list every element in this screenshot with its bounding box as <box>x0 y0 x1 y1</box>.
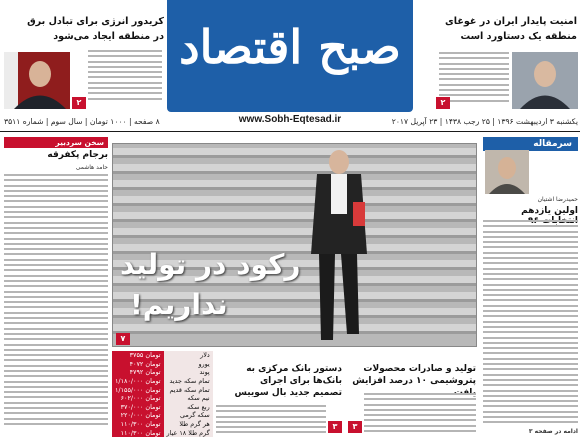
column-text-lines <box>4 174 108 428</box>
person-photo <box>485 150 529 194</box>
main-story-page-tag: ۷ <box>116 333 130 345</box>
newspaper-logo: صبح اقتصاد <box>179 20 401 74</box>
price-label: یورو <box>164 360 213 369</box>
price-value: ۲۲۰/۰۰۰ تومان <box>112 411 164 420</box>
columnist-byline: حمیدرضا اشتیان <box>537 196 578 203</box>
minister-figure <box>303 144 375 347</box>
price-row <box>112 385 213 394</box>
story-center-text-lines <box>216 405 326 437</box>
story-right-title-2: پتروشیمی ۱۰ درصد افزایش <box>352 376 476 386</box>
main-headline-line-1[interactable]: رکود در تولید <box>120 248 301 281</box>
columnist-photo <box>485 150 529 194</box>
story-right-text-lines <box>364 393 476 435</box>
price-value: ۱۱۰/۳۰۰ تومان <box>112 420 164 429</box>
site-url[interactable]: www.Sobh-Eqtesad.ir <box>238 114 342 125</box>
price-label: دلار <box>164 351 213 360</box>
price-row <box>112 428 213 437</box>
price-label: سکه گرمی <box>164 411 213 420</box>
story-center-title-1: دستور بانک مرکزی به <box>246 364 342 374</box>
price-label: هر گرم طلا <box>164 420 213 429</box>
masthead <box>167 0 413 112</box>
price-row <box>112 351 213 360</box>
price-value: ۱/۱۸۰/۰۰۰ تومان <box>112 377 164 386</box>
story-center-title-2: بانک‌ها برای اجرای <box>259 376 342 386</box>
teaser-right-title-1: امنیت پایدار ایران در غوغای <box>444 16 577 27</box>
price-label: پوند <box>164 368 213 377</box>
page-tag: ۳ <box>328 421 342 433</box>
column-text-lines <box>483 220 578 427</box>
story-right-title-1: تولید و صادرات محصولات <box>363 364 476 374</box>
price-row <box>112 403 213 412</box>
teaser-left-photo <box>4 52 70 109</box>
right-column[interactable] <box>480 134 580 439</box>
price-value: ۴۰۷۲ تومان <box>112 360 164 369</box>
price-label: گرم طلا ۱۸ عیار <box>164 428 213 437</box>
story-center[interactable] <box>214 351 344 439</box>
continued-on-page[interactable]: ادامه در صفحه ۳ <box>528 428 578 435</box>
page-tag: ۲ <box>436 97 450 109</box>
price-box <box>112 351 212 437</box>
price-table <box>112 351 213 437</box>
column-byline: حامد هاشمی <box>75 164 108 171</box>
price-value: ۴۷۹۲ تومان <box>112 368 164 377</box>
story-right[interactable] <box>346 351 478 439</box>
price-row <box>112 377 213 386</box>
price-label: نیم سکه <box>164 394 213 403</box>
teaser-right-photo <box>512 52 578 109</box>
price-value: ۶۰۲/۰۰۰ تومان <box>112 394 164 403</box>
column-header: سخن سردبیر <box>4 137 108 148</box>
price-label: تمام سکه قدیم <box>164 385 213 394</box>
price-row <box>112 420 213 429</box>
teaser-left[interactable] <box>0 0 167 112</box>
issue-info: ۸ صفحه | ۱۰۰۰ تومان | سال سوم | شماره ۳۵۱۱ <box>4 117 160 126</box>
main-headline-line-2[interactable]: نداریم! <box>130 288 228 321</box>
page-tag: ۲ <box>72 97 86 109</box>
column-header: سرمقاله <box>483 137 578 151</box>
price-row <box>112 368 213 377</box>
price-row <box>112 360 213 369</box>
person-photo <box>4 52 70 109</box>
teaser-right-title-2: منطقه یک دستاورد است <box>460 31 577 42</box>
person-photo <box>512 52 578 109</box>
story-center-title-3: تصمیم جدید بال سوییس <box>234 388 342 398</box>
teaser-left-text-lines <box>88 50 162 103</box>
price-value: ۱/۱۵۵/۰۰۰ تومان <box>112 385 164 394</box>
price-label: تمام سکه جدید <box>164 377 213 386</box>
price-label: ربع سکه <box>164 403 213 412</box>
teaser-left-title-1: کریدور انرژی برای تبادل برق <box>27 16 164 27</box>
teaser-left-title-2: در منطقه ایجاد می‌شود <box>53 31 164 42</box>
price-row <box>112 394 213 403</box>
price-value: ۳۷۰/۰۰۰ تومان <box>112 403 164 412</box>
header-divider <box>0 131 580 132</box>
price-value: ۳۷۵۵ تومان <box>112 351 164 360</box>
column-title: اولین یازدهم <box>521 206 578 216</box>
price-row <box>112 411 213 420</box>
teaser-right[interactable] <box>413 0 580 112</box>
column-title: برجام پکفرقه <box>47 150 108 160</box>
date-line: یکشنبه ۳ اردیبهشت ۱۳۹۶ | ۲۵ رجب ۱۴۳۸ | ۲۳ آپریل ۲۰۱۷ <box>391 117 578 126</box>
price-value: ۱۱۰/۳۰۰ تومان <box>112 428 164 437</box>
left-column[interactable] <box>0 134 110 439</box>
page-tag: ۳ <box>348 421 362 433</box>
